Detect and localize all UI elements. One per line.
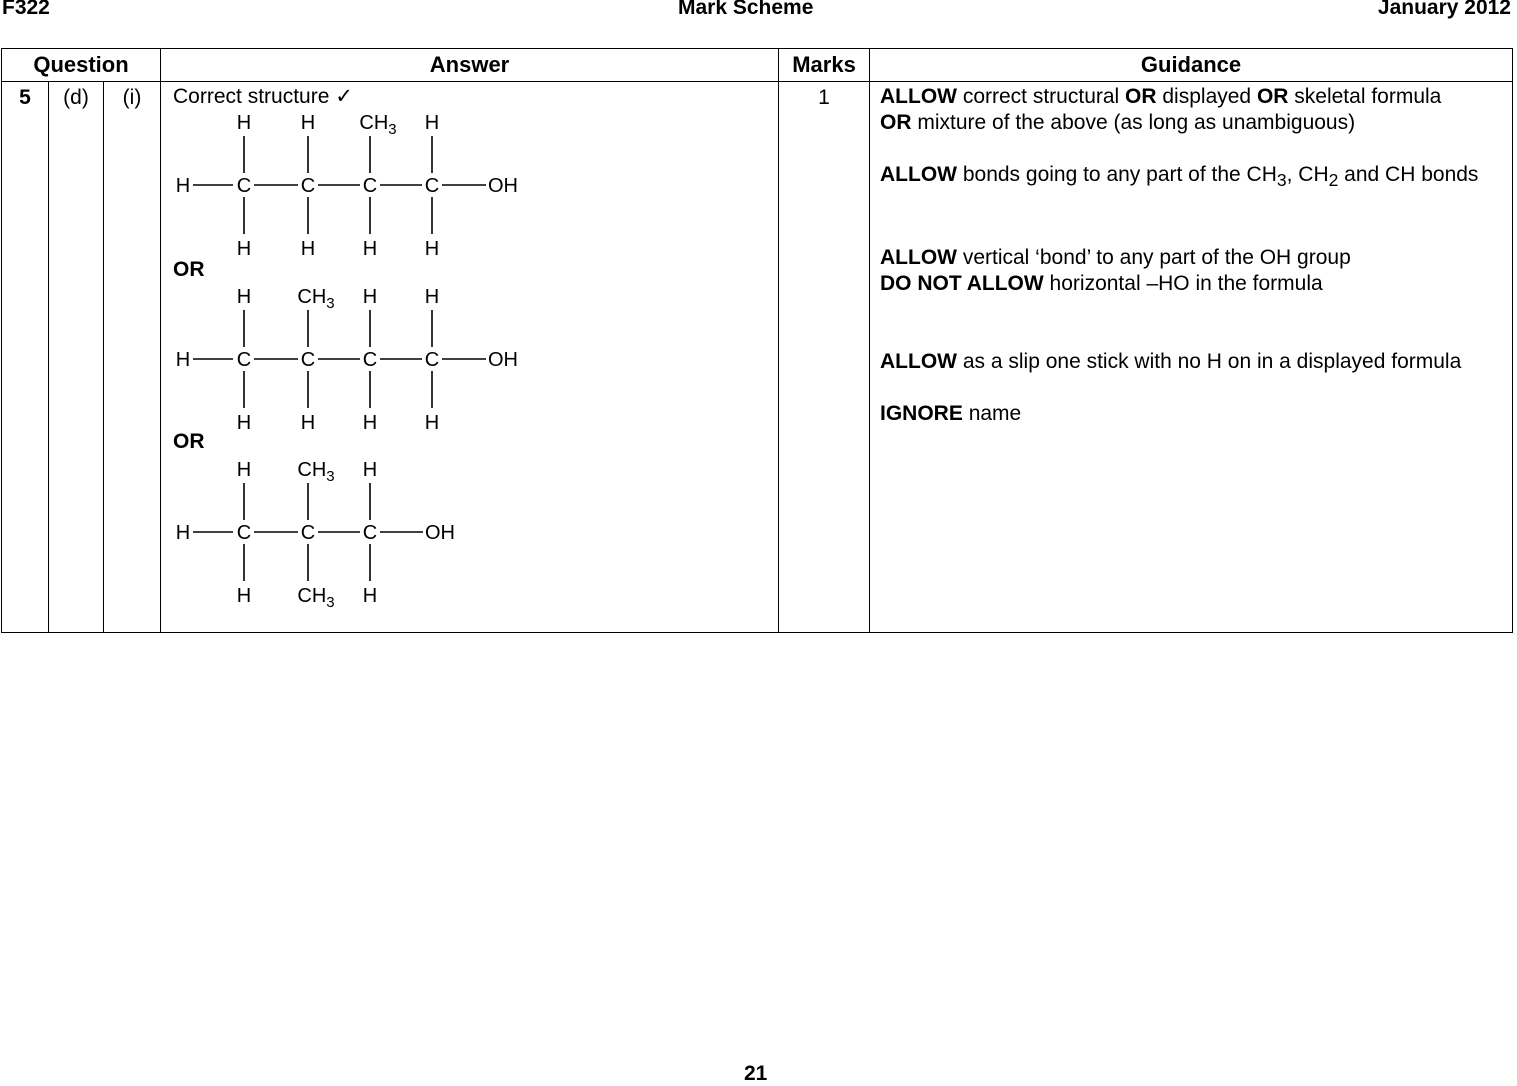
guidance-line: ALLOW as a slip one stick with no H on in a displayed formula — [880, 350, 1462, 374]
atom-h: H — [300, 112, 316, 134]
atom-h: H — [236, 412, 252, 434]
guidance-line: ALLOW correct structural OR displayed OR skeletal formula — [880, 85, 1442, 108]
atom-h: H — [175, 522, 191, 544]
structural-formulas — [161, 82, 771, 627]
atom-h: H — [362, 238, 378, 260]
atom-c: C — [236, 175, 252, 197]
guidance-header: Guidance — [870, 49, 1513, 82]
answer-header: Answer — [161, 49, 779, 82]
atom-h: H — [300, 412, 316, 434]
atom-oh: OH — [425, 522, 456, 544]
question-header: Question — [2, 49, 161, 82]
marks-value: 1 — [779, 82, 870, 633]
atom-h: H — [424, 412, 440, 434]
atom-c: C — [424, 175, 440, 197]
header-date: January 2012 — [1377, 0, 1511, 19]
atom-h: H — [424, 112, 440, 134]
atom-ch3: $CH_3$ — [297, 459, 335, 485]
marks-header: Marks — [779, 49, 870, 82]
atom-h: H — [362, 459, 378, 481]
question-number: 5 — [2, 82, 49, 633]
header-code: F322 — [2, 0, 50, 19]
atom-h: H — [300, 238, 316, 260]
atom-h: H — [236, 286, 252, 308]
atom-h: H — [236, 112, 252, 134]
atom-h: H — [175, 175, 191, 197]
atom-c: C — [362, 522, 378, 544]
atom-h: H — [236, 238, 252, 260]
atom-c: C — [300, 522, 316, 544]
atom-c: C — [362, 349, 378, 371]
atom-c: C — [300, 349, 316, 371]
answer-intro: Correct structure ✓ — [173, 85, 353, 108]
guidance-line: ALLOW vertical ‘bond’ to any part of the OH group — [880, 246, 1351, 270]
atom-oh: OH — [488, 175, 519, 197]
guidance-line: DO NOT ALLOW horizontal –HO in the formula — [880, 272, 1323, 296]
table-row — [2, 82, 1513, 633]
atom-ch3: $CH_3$ — [297, 286, 335, 312]
atom-h: H — [424, 286, 440, 308]
guidance-line: ALLOW bonds going to any part of the $CH_3$, $CH_2$ and CH bonds — [880, 163, 1479, 191]
answer-cell — [161, 82, 779, 633]
guidance-cell — [870, 82, 1513, 633]
page-number: 21 — [744, 1062, 768, 1085]
atom-h: H — [236, 459, 252, 481]
atom-h: H — [424, 238, 440, 260]
atom-h: H — [362, 286, 378, 308]
atom-h: H — [362, 585, 378, 607]
header-title: Mark Scheme — [678, 0, 814, 19]
table-header-row — [2, 49, 1513, 82]
atom-h: H — [175, 349, 191, 371]
atom-c: C — [300, 175, 316, 197]
question-subpart: (i) — [104, 82, 161, 633]
atom-c: C — [236, 522, 252, 544]
atom-h: H — [236, 585, 252, 607]
or-label-1: OR — [173, 258, 205, 281]
atom-h: H — [362, 412, 378, 434]
question-part: (d) — [49, 82, 104, 633]
atom-c: C — [362, 175, 378, 197]
guidance-line: OR mixture of the above (as long as unambiguous) — [880, 111, 1356, 134]
atom-c: C — [236, 349, 252, 371]
atom-c: C — [424, 349, 440, 371]
guidance-line: IGNORE name — [880, 402, 1022, 426]
atom-ch3: $CH_3$ — [297, 585, 335, 611]
atom-oh: OH — [488, 349, 519, 371]
atom-ch3: $CH_3$ — [359, 112, 397, 138]
mark-scheme-table — [1, 48, 1513, 633]
or-label-2: OR — [173, 430, 205, 453]
